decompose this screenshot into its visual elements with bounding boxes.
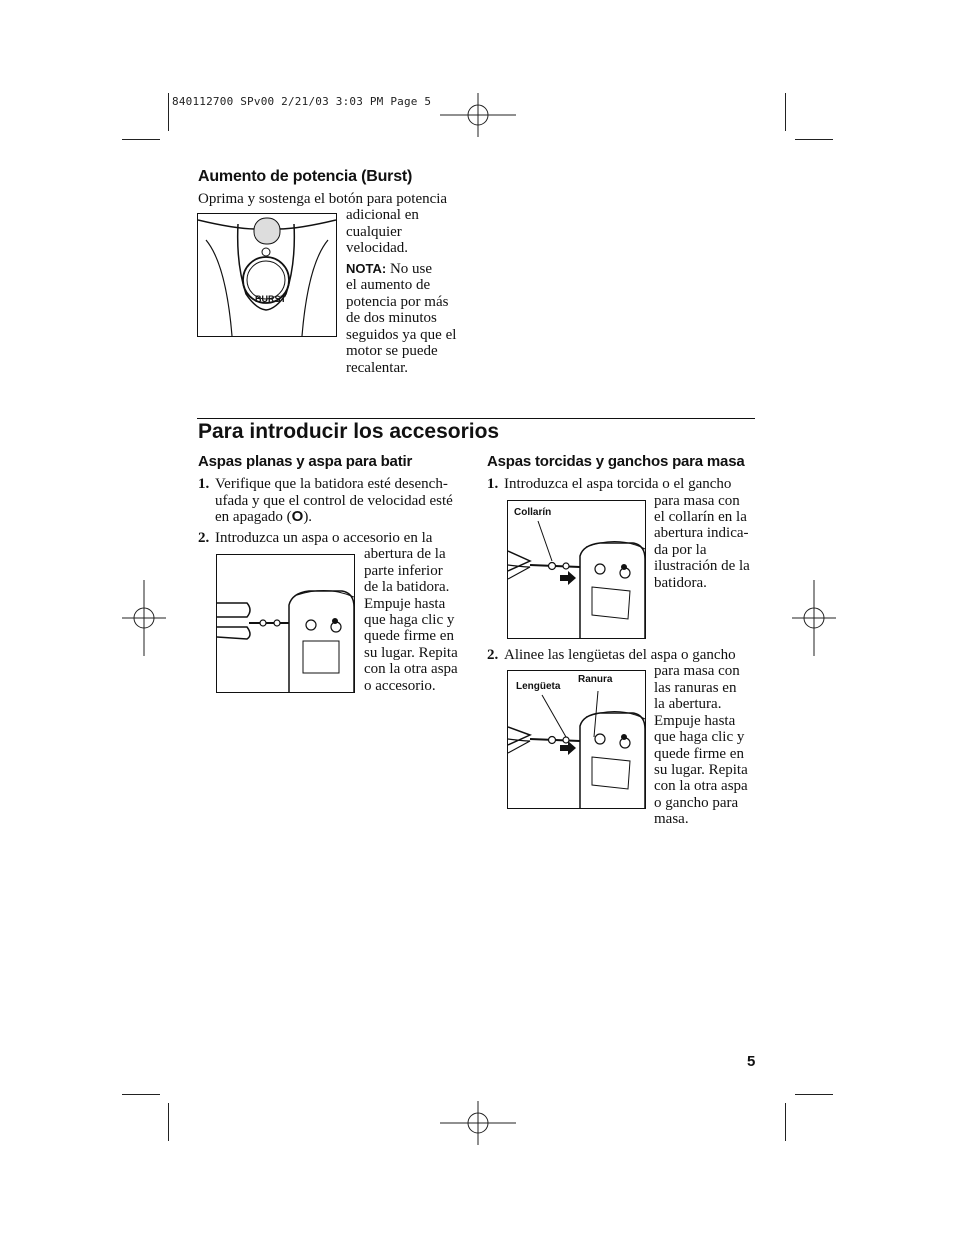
crop-mark — [795, 1094, 833, 1095]
twisted-beaters-heading: Aspas torcidas y ganchos para masa — [487, 453, 745, 470]
text-line: parte inferior — [364, 563, 443, 579]
crop-mark — [785, 1103, 786, 1141]
registration-mark-icon — [440, 93, 516, 137]
step-number: 1. — [198, 476, 210, 492]
section-title: Para introducir los accesorios — [198, 420, 500, 443]
text-line: el aumento de — [346, 277, 431, 293]
section-rule — [197, 418, 755, 419]
registration-mark-icon — [440, 1101, 516, 1145]
text-line: abertura de la — [364, 546, 446, 562]
tab-label: Lengüeta — [516, 681, 561, 692]
crop-mark — [795, 139, 833, 140]
text-line: quede firme en — [364, 628, 454, 644]
text-line: ufada y que el control de velocidad esté — [215, 493, 453, 509]
text-fragment: en apagado ( — [215, 509, 292, 525]
slot-label: Ranura — [578, 674, 613, 685]
crop-mark — [122, 1094, 160, 1095]
crop-mark — [168, 1103, 169, 1141]
registration-mark-icon — [122, 580, 166, 656]
registration-mark-icon — [792, 580, 836, 656]
text-line: recalentar. — [346, 360, 409, 376]
text-line: su lugar. Repita — [364, 645, 458, 661]
text-line: que haga clic y — [364, 612, 455, 628]
text-line — [215, 509, 312, 525]
text-line: Empuje hasta — [364, 596, 446, 612]
text-line: para masa con — [654, 493, 740, 509]
page-number: 5 — [747, 1053, 756, 1070]
text-line: de la batidora. — [364, 579, 450, 595]
text-line: las ranuras en — [654, 680, 737, 696]
text-line: Empuje hasta — [654, 713, 736, 729]
text-line: su lugar. Repita — [654, 762, 748, 778]
text-line: o gancho para — [654, 795, 739, 811]
text-line: seguidos ya que el — [346, 327, 457, 343]
burst-button-illustration — [197, 213, 337, 337]
text-line: el collarín en la — [654, 509, 747, 525]
text-line: Oprima y sostenga el botón para potencia — [198, 191, 448, 207]
tab-slot-alignment-illustration — [507, 670, 646, 809]
step-number: 1. — [487, 476, 499, 492]
text-line: Alinee las lengüetas del aspa o gancho — [504, 647, 736, 663]
text-line: con la otra aspa — [654, 778, 748, 794]
text-line: cualquier — [346, 224, 402, 240]
nota-text: No use — [386, 261, 433, 277]
collar-label: Collarín — [514, 507, 552, 518]
text-line: potencia por más — [346, 294, 449, 310]
text-line: la abertura. — [654, 696, 722, 712]
text-line: da por la — [654, 542, 707, 558]
nota-line — [346, 261, 432, 277]
text-line: abertura indica- — [654, 525, 749, 541]
off-symbol: O — [291, 508, 304, 525]
burst-heading: Aumento de potencia (Burst) — [198, 168, 413, 185]
text-line: batidora. — [654, 575, 707, 591]
text-line: para masa con — [654, 663, 740, 679]
text-line: Verifique que la batidora esté desench- — [215, 476, 448, 492]
text-line: adicional en — [346, 207, 419, 223]
text-line: Introduzca el aspa torcida o el gancho — [504, 476, 732, 492]
collar-insert-illustration — [507, 500, 646, 639]
step-number: 2. — [487, 647, 499, 663]
text-line: quede firme en — [654, 746, 744, 762]
text-line: de dos minutos — [346, 310, 437, 326]
text-line: con la otra aspa — [364, 661, 458, 677]
text-line: velocidad. — [346, 240, 409, 256]
crop-mark — [168, 93, 169, 131]
text-line: Introduzca un aspa o accesorio en la — [215, 530, 433, 546]
print-slug: 840112700 SPv00 2/21/03 3:03 PM Page 5 — [172, 95, 432, 108]
text-line: que haga clic y — [654, 729, 745, 745]
text-line: ilustración de la — [654, 558, 750, 574]
crop-mark — [122, 139, 160, 140]
text-line: masa. — [654, 811, 689, 827]
burst-button-label: BURST — [255, 294, 286, 304]
text-line: o accesorio. — [364, 678, 436, 694]
text-line: motor se puede — [346, 343, 438, 359]
step-number: 2. — [198, 530, 210, 546]
flat-beater-insert-illustration — [216, 554, 355, 693]
flat-beaters-heading: Aspas planas y aspa para batir — [198, 453, 413, 470]
crop-mark — [785, 93, 786, 131]
text-fragment: ). — [303, 509, 313, 525]
nota-label: NOTA: — [346, 261, 387, 276]
